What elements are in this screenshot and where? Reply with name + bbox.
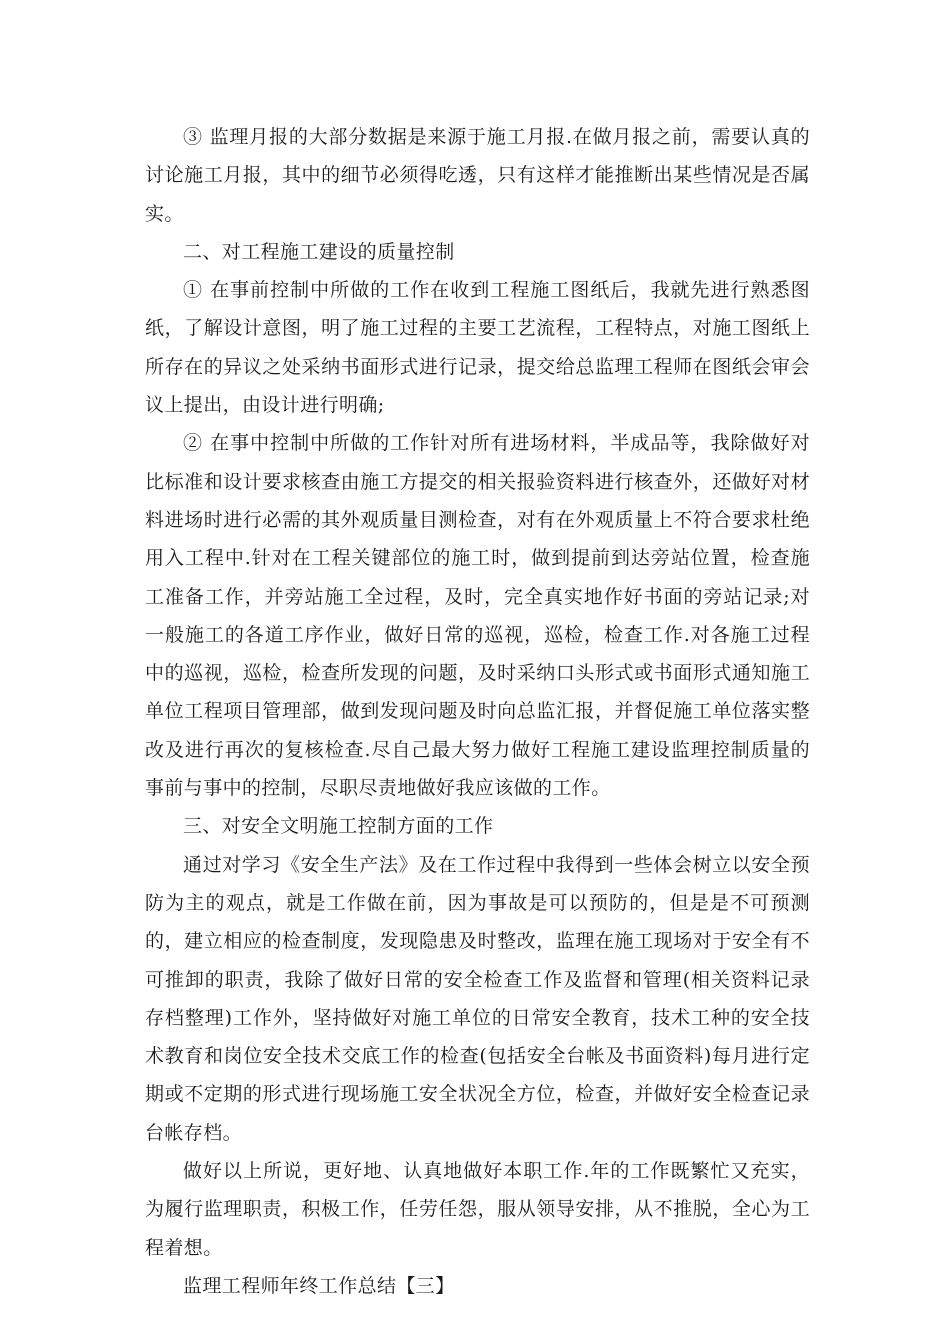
next-section-title: 监理工程师年终工作总结【三】	[183, 1274, 455, 1297]
paragraph-pre-control: ① 在事前控制中所做的工作在收到工程施工图纸后，我就先进行熟悉图纸，了解设计意图，明了施工过程的主要工艺流程，工程特点，对施工图纸上所存在的异议之处采纳书面形式进行记录，提交给总监理工程师在图纸会审会议上提出，由设计进行明确;	[145, 279, 810, 417]
paragraph-in-process-control: ② 在事中控制中所做的工作针对所有进场材料，半成品等，我除做好对比标准和设计要求核查由施工方提交的相关报验资料进行核查外，还做好对材料进场时进行必需的其外观质量目测检查，对有在外观质量上不符合要求杜绝用入工程中.针对在工程关键部位的施工时，做到提前到达旁站位置，检查施工准备工作，并旁站施工全过程，及时，完全真实地作好书面的旁站记录;对一般施工的各道工序作业，做好日常的巡视，巡检，检查工作.对各施工过程中的巡视，巡检，检查所发现的问题，及时采纳口头形式或书面形式通知施工单位工程项目管理部，做到发现问题及时向总监汇报，并督促施工单位落实整改及进行再次的复核检查.尽自己最大努力做好工程施工建设监理控制质量的事前与事中的控制，尽职尽责地做好我应该做的工作。	[145, 432, 810, 800]
paragraph-conclusion: 做好以上所说，更好地、认真地做好本职工作.年的工作既繁忙又充实，为履行监理职责，积极工作，任劳任怨，服从领导安排，从不推脱，全心为工程着想。	[145, 1160, 810, 1259]
section-heading-safety-control: 三、对安全文明施工控制方面的工作	[183, 815, 494, 838]
section-heading-quality-control: 二、对工程施工建设的质量控制	[183, 240, 455, 263]
document-body	[145, 118, 810, 1305]
paragraph-monthly-report: ③ 监理月报的大部分数据是来源于施工月报.在做月报之前，需要认真的讨论施工月报，其中的细节必须得吃透，只有这样才能推断出某些情况是否属实。	[145, 126, 810, 225]
paragraph-safety-work: 通过对学习《安全生产法》及在工作过程中我得到一些体会树立以安全预防为主的观点，就是工作做在前，因为事故是可以预防的，但是是不可预测的，建立相应的检查制度，发现隐患及时整改，监理在施工现场对于安全有不可推卸的职责，我除了做好日常的安全检查工作及监督和管理(相关资料记录存档整理)工作外，坚持做好对施工单位的日常安全教育，技术工种的安全技术教育和岗位安全技术交底工作的检查(包括安全台帐及书面资料)每月进行定期或不定期的形式进行现场施工安全状况全方位，检查，并做好安全检查记录台帐存档。	[145, 853, 810, 1144]
